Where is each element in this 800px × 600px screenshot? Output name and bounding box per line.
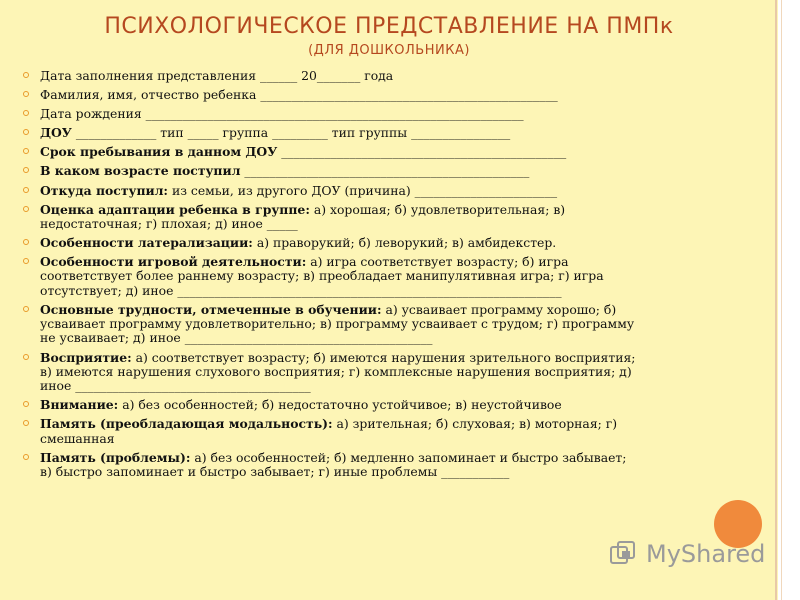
field-text: а) игра соответствует возрасту; б) игра соответствует более раннему возрасту; в) преобладает манипулятивная игра; г) игра отсутствует; д) иное ______________________________________________________________ xyxy=(40,254,604,298)
field-text: а) соответствует возрасту; б) имеются нарушения зрительного восприятия; в) имеются нарушения слухового восприятия; г) комплексные нарушения восприятия; д) иное ______________________________________ xyxy=(40,349,636,394)
watermark-text: MyShared xyxy=(646,540,766,568)
bullet-icon xyxy=(23,91,29,97)
list-item xyxy=(20,107,640,121)
bullet-icon xyxy=(23,454,29,460)
bullet-icon xyxy=(23,239,29,245)
field-text: из семьи, из другого ДОУ (причина) _______________________ xyxy=(168,182,558,198)
myshared-logo-icon xyxy=(608,539,638,569)
field-label: Восприятие: xyxy=(40,349,132,365)
list-item xyxy=(20,417,640,446)
list-item xyxy=(20,255,640,298)
field-text: а) зрительная; б) слуховая; в) моторная; г) смешанная xyxy=(40,416,618,446)
bullet-icon xyxy=(23,187,29,193)
field-label: Срок пребывания в данном ДОУ xyxy=(40,144,278,160)
field-text: Дата заполнения представления ______ 20_______ года xyxy=(40,68,394,83)
list-item xyxy=(20,351,640,394)
watermark-logo xyxy=(608,537,773,571)
bullet-icon xyxy=(23,401,29,407)
bullet-icon xyxy=(23,306,29,312)
field-text: Фамилия, имя, отчество ребенка ________________________________________________ xyxy=(40,87,558,103)
slide-edge-line xyxy=(781,0,782,600)
field-label: Особенности игровой деятельности: xyxy=(40,254,307,270)
field-label: Внимание: xyxy=(40,397,119,413)
list-item xyxy=(20,451,640,480)
field-text: _____________ тип _____ группа _________ тип группы ________________ xyxy=(71,125,511,141)
bullet-icon xyxy=(23,354,29,360)
field-text: а) хорошая; б) удовлетворительная; в) недостаточная; г) плохая; д) иное _____ xyxy=(40,201,566,231)
list-item xyxy=(20,164,640,178)
field-label: Память (преобладающая модальность): xyxy=(40,416,333,432)
list-item xyxy=(20,88,640,102)
field-text: ______________________________________________ xyxy=(277,144,567,160)
list-item xyxy=(20,126,640,140)
field-label: Память (проблемы): xyxy=(40,449,191,465)
field-label: ДОУ xyxy=(40,125,72,141)
field-text: а) усваивает программу хорошо; б) усваивает программу удовлетворительно; в) программу усваивает с трудом; г) программу не усваивает; д) иное ________________________________________ xyxy=(40,301,635,346)
bullet-icon xyxy=(23,420,29,426)
field-text: Дата рождения _____________________________________________________________ xyxy=(40,106,524,122)
bullet-icon xyxy=(23,72,29,78)
bullet-icon xyxy=(23,148,29,154)
bullet-icon xyxy=(23,167,29,173)
field-text: а) без особенностей; б) медленно запоминает и быстро забывает; в) быстро запоминает и быстро забывает; г) иные проблемы ___________ xyxy=(40,449,627,479)
field-label: Основные трудности, отмеченные в обучении: xyxy=(40,301,382,317)
field-text: а) без особенностей; б) недостаточно устойчивое; в) неустойчивое xyxy=(118,397,562,413)
bullet-icon xyxy=(23,129,29,135)
bullet-icon xyxy=(23,258,29,264)
page-title: ПСИХОЛОГИЧЕСКОЕ ПРЕДСТАВЛЕНИЕ НА ПМПк xyxy=(104,14,674,39)
field-label: Откуда поступил: xyxy=(40,182,169,198)
form-field-list xyxy=(20,69,640,484)
list-item xyxy=(20,398,640,412)
bullet-icon xyxy=(23,206,29,212)
field-text: а) праворукий; б) леворукий; в) амбидекстер. xyxy=(252,235,557,251)
list-item xyxy=(20,303,640,346)
field-label: В каком возрасте поступил xyxy=(40,163,241,179)
list-item xyxy=(20,69,640,83)
slide-edge-line xyxy=(775,0,777,600)
list-item xyxy=(20,236,640,250)
field-label: Особенности латерализации: xyxy=(40,235,253,251)
bullet-icon xyxy=(23,110,29,116)
list-item xyxy=(20,184,640,198)
page-subtitle: (ДЛЯ ДОШКОЛЬНИКА) xyxy=(308,43,470,58)
list-item xyxy=(20,203,640,232)
field-label: Оценка адаптации ребенка в группе: xyxy=(40,201,310,217)
list-item xyxy=(20,145,640,159)
field-text: ______________________________________________ xyxy=(240,163,530,179)
